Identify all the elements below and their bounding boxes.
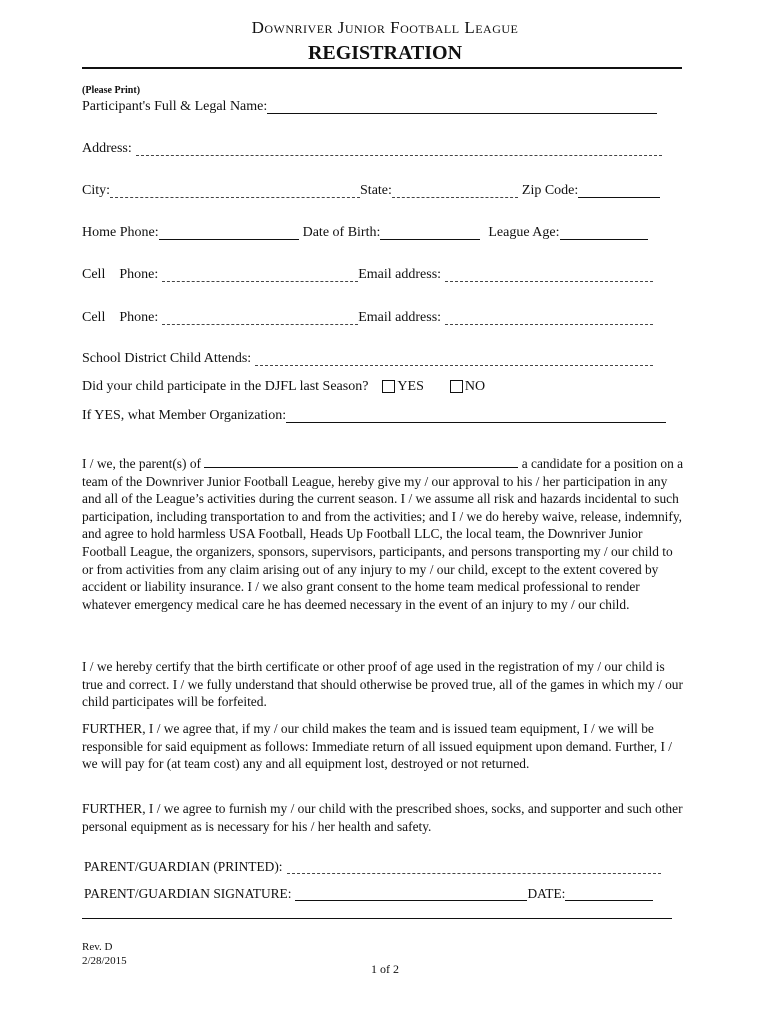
printed-name-row	[84, 858, 661, 876]
email-label: Email address:	[358, 267, 442, 282]
cell-phone-field[interactable]	[162, 267, 358, 282]
agreement-paragraph-3: FURTHER, I / we agree that, if my / our child makes the team and is issued team equipment, I / we will be responsible for said equipment as follows: Immediate return of all issued equipment upon demand. Further, I / we will pay for (at team cost) any and all equipment lost, destroyed or not returned.	[82, 721, 673, 772]
league-age-field[interactable]	[560, 225, 648, 240]
agreement-paragraph-4: FURTHER, I / we agree to furnish my / our child with the prescribed shoes, socks, and supporter and such other personal equipment as is necessary for his / her health and safety.	[82, 801, 683, 834]
school-label: School District Child Attends:	[82, 351, 252, 366]
no-option[interactable]	[450, 378, 485, 396]
revision-label: Rev. D	[82, 941, 113, 953]
home-phone-label: Home Phone:	[82, 225, 159, 240]
participation-question: Did your child participate in the DJFL last Season?	[82, 379, 369, 394]
city-label: City:	[82, 183, 111, 198]
home-phone-field[interactable]	[159, 225, 299, 240]
cell-phone-label: Cell Phone:	[82, 267, 159, 282]
cell-email-row-1	[82, 266, 653, 284]
page-number: 1 of 2	[371, 962, 399, 976]
agreement-p1-rest: a candidate for a position on a team of the Downriver Junior Football League, hereby give my / our approval to his / her participation in any and all of the League’s activities during the current season. I / we assume all risk and hazards incidental to such participation, including transportation to and from the activities; and I / we do hereby waive, release, indemnify, and agree to hold harmless USA Football, Heads Up Football LLC, the local team, the Downriver Junior Football League, the organizers, sponsors, supervisors, participants, and persons transporting my / our child to or from activities from any claim arising out of any injury to my / our child, except to the extent covered by accident or liability insurance. I / we also grant consent to the home team medical professional to render whatever emergency medical care he has deemed necessary in the event of an injury to my / our child.	[82, 456, 684, 612]
yes-checkbox[interactable]	[382, 380, 395, 393]
name-row	[82, 98, 657, 116]
title-rule	[82, 67, 682, 69]
school-field[interactable]	[255, 351, 653, 366]
date-label: DATE:	[527, 886, 566, 901]
dob-field[interactable]	[380, 225, 480, 240]
signature-row	[84, 885, 653, 903]
signature-label: PARENT/GUARDIAN SIGNATURE:	[84, 886, 292, 901]
yes-label: YES	[397, 379, 424, 394]
name-field[interactable]	[267, 99, 657, 114]
cell-email-row-2	[82, 309, 653, 327]
child-name-field[interactable]	[204, 455, 518, 468]
city-field[interactable]	[110, 183, 360, 198]
league-age-label: League Age:	[488, 225, 560, 240]
address-row	[82, 140, 662, 158]
agreement-paragraph-2: I / we hereby certify that the birth certificate or other proof of age used in the registration of my / our child is true and correct. I / we fully understand that should otherwise be proved true, all of the games in which my / our child participates will be forfeited.	[82, 659, 683, 710]
form-title: REGISTRATION	[307, 42, 463, 64]
phone-dob-row	[82, 224, 648, 242]
dob-label: Date of Birth:	[302, 225, 381, 240]
yes-option[interactable]	[382, 378, 423, 396]
state-field[interactable]	[392, 183, 518, 198]
cell-phone-label: Cell Phone:	[82, 310, 159, 325]
participation-row	[82, 378, 485, 396]
agreement-paragraph-1	[82, 455, 686, 613]
city-row	[82, 182, 660, 200]
member-org-label: If YES, what Member Organization:	[82, 408, 287, 423]
member-org-row	[82, 407, 666, 425]
printed-name-field[interactable]	[287, 859, 661, 874]
school-row	[82, 350, 653, 368]
address-field[interactable]	[136, 141, 662, 156]
cell-phone-field[interactable]	[162, 310, 358, 325]
state-label: State:	[360, 183, 392, 198]
email-label: Email address:	[358, 310, 442, 325]
date-field[interactable]	[565, 886, 653, 901]
signature-field[interactable]	[295, 886, 527, 901]
zip-label: Zip Code:	[521, 183, 579, 198]
revision-date: 2/28/2015	[82, 955, 127, 967]
zip-field[interactable]	[578, 183, 660, 198]
please-print-note: (Please Print)	[82, 85, 141, 96]
address-label: Address:	[82, 141, 132, 156]
league-title: Downriver Junior Football League	[251, 18, 519, 37]
name-label: Participant's Full & Legal Name:	[82, 99, 268, 114]
no-label: NO	[464, 379, 486, 394]
email-field[interactable]	[445, 310, 653, 325]
agreement-p1-start: I / we, the parent(s) of	[82, 456, 201, 471]
member-org-field[interactable]	[286, 408, 666, 423]
bottom-rule	[82, 918, 672, 919]
printed-name-label: PARENT/GUARDIAN (PRINTED):	[84, 859, 283, 874]
no-checkbox[interactable]	[450, 380, 463, 393]
email-field[interactable]	[445, 267, 653, 282]
